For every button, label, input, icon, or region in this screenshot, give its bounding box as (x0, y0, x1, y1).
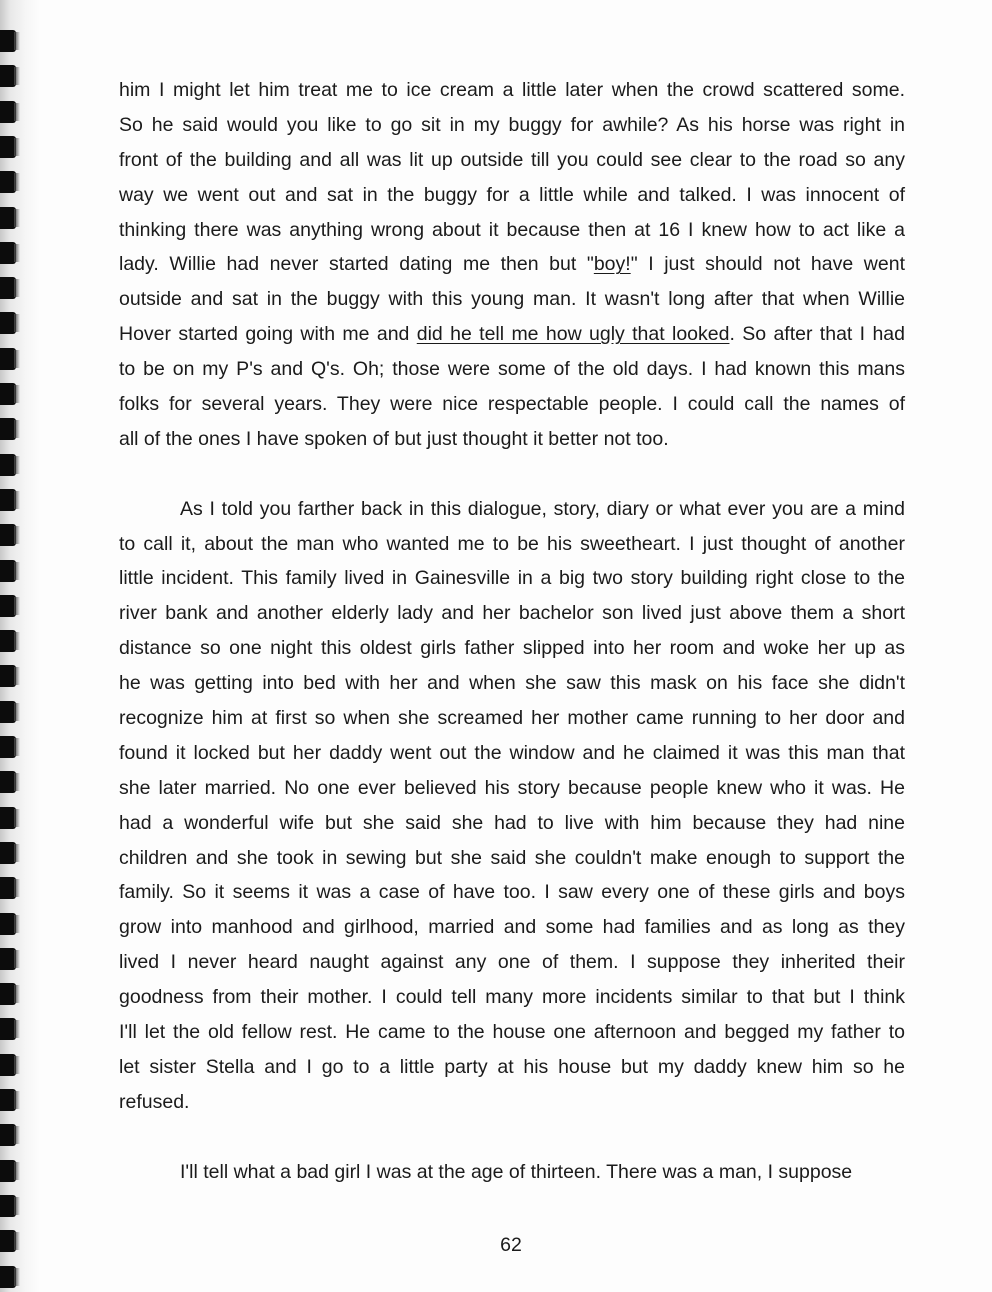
binding-hole (0, 736, 16, 758)
text-segment: grow into manhood and girlhood, married and some had families and as long as they (119, 916, 905, 939)
binding-hole (0, 913, 16, 935)
text-segment: had a wonderful wife but she said she had to live with him because they had nine (119, 811, 905, 834)
text-line (119, 108, 905, 143)
binding-hole (0, 207, 16, 229)
text-segment: distance so one night this oldest girls father slipped into her room and woke her up as (119, 637, 905, 660)
text-line (119, 178, 905, 213)
binding-hole (0, 1266, 16, 1288)
binding-hole (0, 489, 16, 511)
binding-hole (0, 560, 16, 582)
page-body (119, 73, 905, 1190)
binding-hole (0, 1195, 16, 1217)
paragraph (119, 1155, 905, 1190)
text-segment: . So after that I had (729, 323, 905, 346)
binding-hole (0, 701, 16, 723)
text-segment: found it locked but her daddy went out the window and he claimed it was this man that (119, 741, 905, 764)
text-segment: " I just should not have went (630, 253, 905, 276)
binding-hole (0, 771, 16, 793)
text-segment: outside and sat in the buggy with this young man. It wasn't long after that when Willie (119, 288, 905, 311)
binding-hole (0, 1124, 16, 1146)
text-segment: front of the building and all was lit up outside till you could see clear to the road so any (119, 148, 905, 171)
binding-hole (0, 383, 16, 405)
binding-hole (0, 65, 16, 87)
text-line (119, 561, 905, 596)
text-segment: little incident. This family lived in Gainesville in a big two story building right close to the (119, 567, 905, 590)
binding-hole (0, 312, 16, 334)
binding-hole (0, 842, 16, 864)
paragraph-gap (119, 457, 905, 492)
text-segment: children and she took in sewing but she said she couldn't make enough to support the (119, 846, 905, 869)
text-line (119, 945, 905, 980)
binding-hole (0, 1089, 16, 1111)
text-segment: to be on my P's and Q's. Oh; those were some of the old days. I had known this mans (119, 358, 905, 381)
binding-hole (0, 171, 16, 193)
text-segment: I'll let the old fellow rest. He came to the house one afternoon and begged my father to (119, 1021, 905, 1044)
binding-hole (0, 595, 16, 617)
text-line (119, 247, 905, 282)
binding-hole (0, 948, 16, 970)
text-segment: lady. Willie had never started dating me then but " (119, 253, 594, 276)
text-line (119, 666, 905, 701)
binding-hole (0, 242, 16, 264)
text-line (119, 701, 905, 736)
paragraph (119, 492, 905, 1120)
text-segment: I'll tell what a bad girl I was at the age of thirteen. There was a man, I suppose (180, 1160, 853, 1183)
text-line (119, 1085, 905, 1120)
text-segment: all of the ones I have spoken of but just thought it better not too. (119, 427, 669, 450)
text-segment: Hover started going with me and (119, 323, 417, 346)
underlined-text: boy! (593, 253, 631, 276)
binding-hole (0, 1018, 16, 1040)
text-line (119, 1015, 905, 1050)
text-segment: let sister Stella and I go to a little party at his house but my daddy knew him so he (119, 1055, 905, 1078)
binding-hole (0, 101, 16, 123)
text-line (119, 910, 905, 945)
text-line (119, 596, 905, 631)
text-line (119, 73, 905, 108)
text-segment: So he said would you like to go sit in my buggy for awhile? As his horse was right in (119, 113, 905, 136)
text-segment: she later married. No one ever believed his story because people knew who it was. He (119, 776, 905, 799)
binding-hole (0, 418, 16, 440)
text-segment: him I might let him treat me to ice cream a little later when the crowd scattered some. (119, 79, 905, 101)
text-line (119, 631, 905, 666)
spiral-binding (0, 0, 40, 1292)
underlined-text: did he tell me how ugly that looked (416, 323, 730, 346)
binding-hole (0, 807, 16, 829)
text-line (119, 387, 905, 422)
text-line (119, 771, 905, 806)
text-line (119, 143, 905, 178)
text-line (119, 1155, 905, 1190)
binding-hole (0, 524, 16, 546)
text-segment: refused. (119, 1090, 190, 1113)
text-line (119, 317, 905, 352)
text-line (119, 213, 905, 248)
paragraph (119, 73, 905, 457)
text-line (119, 492, 905, 527)
text-segment: goodness from their mother. I could tell many more incidents similar to that but I think (119, 986, 905, 1009)
text-segment: recognize him at first so when she screamed her mother came running to her door and (119, 707, 905, 730)
binding-hole (0, 348, 16, 370)
text-segment: way we went out and sat in the buggy for a little while and talked. I was innocent of (119, 183, 905, 206)
text-segment: As I told you farther back in this dialogue, story, diary or what ever you are a mind (180, 497, 905, 520)
text-line (119, 1050, 905, 1085)
text-line (119, 806, 905, 841)
binding-hole (0, 877, 16, 899)
binding-hole (0, 630, 16, 652)
binding-hole (0, 1054, 16, 1076)
binding-hole (0, 277, 16, 299)
text-segment: lived I never heard naught against any one of them. I suppose they inherited their (119, 951, 905, 974)
binding-hole (0, 30, 16, 52)
binding-hole (0, 665, 16, 687)
text-segment: thinking there was anything wrong about it because then at 16 I knew how to act like a (119, 218, 905, 241)
text-line (119, 422, 905, 457)
text-line (119, 841, 905, 876)
text-line (119, 736, 905, 771)
text-line (119, 875, 905, 910)
text-segment: to call it, about the man who wanted me to be his sweetheart. I just thought of another (119, 532, 905, 555)
binding-hole (0, 136, 16, 158)
binding-hole (0, 454, 16, 476)
text-segment: family. So it seems it was a case of have too. I saw every one of these girls and boys (119, 881, 905, 904)
text-line (119, 980, 905, 1015)
binding-hole (0, 983, 16, 1005)
text-line (119, 352, 905, 387)
text-segment: he was getting into bed with her and when she saw this mask on his face she didn't (119, 672, 905, 695)
page-number: 62 (500, 1234, 522, 1256)
binding-hole (0, 1160, 16, 1182)
text-line (119, 527, 905, 562)
text-segment: river bank and another elderly lady and her bachelor son lived just above them a short (119, 602, 905, 625)
text-segment: folks for several years. They were nice respectable people. I could call the names of (119, 393, 905, 416)
text-line (119, 282, 905, 317)
paragraph-gap (119, 1120, 905, 1155)
